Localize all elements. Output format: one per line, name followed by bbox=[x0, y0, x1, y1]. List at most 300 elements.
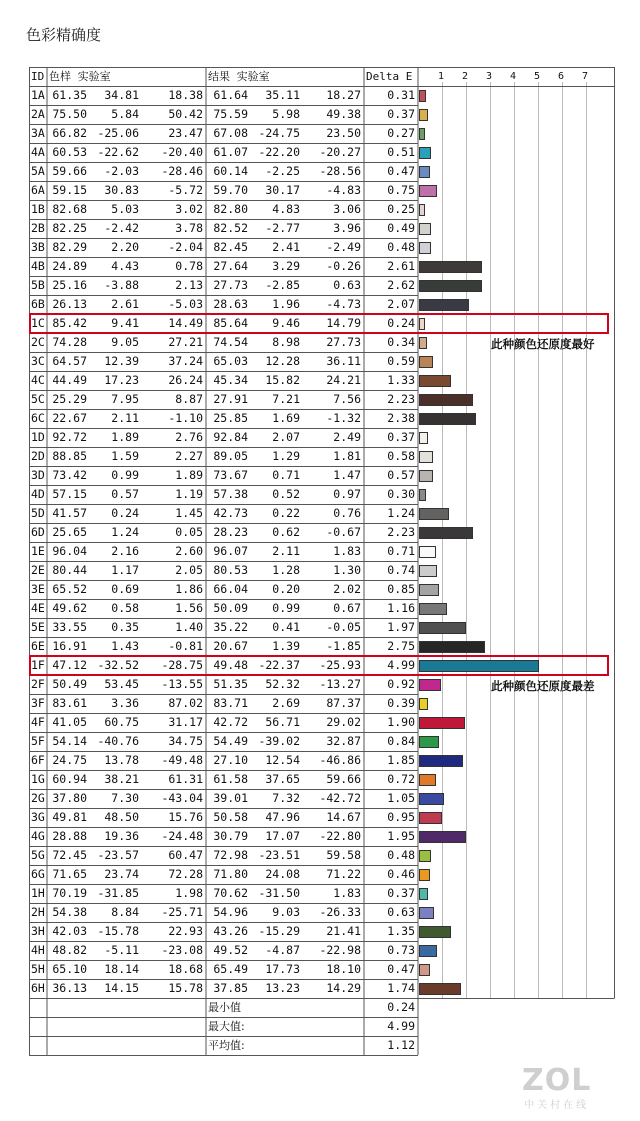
sample-l: 75.50 bbox=[52, 107, 87, 121]
delta-e-bar bbox=[419, 831, 466, 843]
result-l: 49.48 bbox=[213, 658, 248, 672]
patch-id: 1H bbox=[31, 886, 45, 900]
sample-a: -22.62 bbox=[97, 145, 139, 159]
result-a: 24.08 bbox=[265, 867, 300, 881]
delta-e-bar bbox=[419, 527, 473, 539]
result-b: -22.80 bbox=[319, 829, 361, 843]
patch-id: 4A bbox=[31, 145, 45, 159]
delta-e-bar bbox=[419, 451, 433, 463]
delta-e-value: 0.58 bbox=[387, 449, 415, 463]
delta-e-value: 0.31 bbox=[387, 88, 415, 102]
sample-b: 31.17 bbox=[168, 715, 203, 729]
table-row bbox=[29, 789, 615, 808]
result-a: 35.11 bbox=[265, 88, 300, 102]
delta-e-value: 0.27 bbox=[387, 126, 415, 140]
sample-l: 92.72 bbox=[52, 430, 87, 444]
delta-e-bar bbox=[419, 508, 449, 520]
sample-a: 2.20 bbox=[111, 240, 139, 254]
sample-a: 5.84 bbox=[111, 107, 139, 121]
patch-id: 3C bbox=[31, 354, 45, 368]
result-l: 49.52 bbox=[213, 943, 248, 957]
result-l: 96.07 bbox=[213, 544, 248, 558]
result-b: -13.27 bbox=[319, 677, 361, 691]
sample-b: 2.13 bbox=[175, 278, 203, 292]
result-l: 43.26 bbox=[213, 924, 248, 938]
delta-e-bar bbox=[419, 793, 444, 805]
result-b: -28.56 bbox=[319, 164, 361, 178]
patch-id: 1F bbox=[31, 658, 45, 672]
table-row bbox=[29, 409, 615, 428]
sample-a: -15.78 bbox=[97, 924, 139, 938]
result-a: -31.50 bbox=[258, 886, 300, 900]
delta-e-value: 0.63 bbox=[387, 905, 415, 919]
patch-id: 6B bbox=[31, 297, 45, 311]
delta-e-bar bbox=[419, 983, 461, 995]
delta-e-bar bbox=[419, 812, 442, 824]
sample-b: 27.21 bbox=[168, 335, 203, 349]
sample-b: 50.42 bbox=[168, 107, 203, 121]
result-a: 1.28 bbox=[272, 563, 300, 577]
delta-e-value: 1.05 bbox=[387, 791, 415, 805]
delta-e-value: 0.47 bbox=[387, 962, 415, 976]
delta-e-value: 2.07 bbox=[387, 297, 415, 311]
result-a: 1.69 bbox=[272, 411, 300, 425]
delta-e-value: 1.24 bbox=[387, 506, 415, 520]
sample-b: 1.86 bbox=[175, 582, 203, 596]
sample-l: 47.12 bbox=[52, 658, 87, 672]
delta-e-bar bbox=[419, 280, 482, 292]
result-a: 5.98 bbox=[272, 107, 300, 121]
header-delta-e: Delta E bbox=[366, 70, 413, 83]
delta-e-value: 0.30 bbox=[387, 487, 415, 501]
delta-e-value: 2.61 bbox=[387, 259, 415, 273]
sample-a: 7.30 bbox=[111, 791, 139, 805]
table-row bbox=[29, 637, 615, 656]
delta-e-bar bbox=[419, 223, 431, 235]
result-a: -2.77 bbox=[265, 221, 300, 235]
header-row bbox=[29, 67, 615, 86]
result-l: 61.64 bbox=[213, 88, 248, 102]
sample-a: 1.59 bbox=[111, 449, 139, 463]
sample-l: 54.38 bbox=[52, 905, 87, 919]
result-b: 87.37 bbox=[326, 696, 361, 710]
delta-e-value: 2.38 bbox=[387, 411, 415, 425]
sample-b: 22.93 bbox=[168, 924, 203, 938]
patch-id: 2C bbox=[31, 335, 45, 349]
result-b: -4.73 bbox=[326, 297, 361, 311]
table-row bbox=[29, 618, 615, 637]
patch-id: 5C bbox=[31, 392, 45, 406]
result-l: 65.49 bbox=[213, 962, 248, 976]
result-b: 0.63 bbox=[333, 278, 361, 292]
sample-b: 2.76 bbox=[175, 430, 203, 444]
sample-b: 1.98 bbox=[175, 886, 203, 900]
sample-b: -20.40 bbox=[161, 145, 203, 159]
sample-b: -43.04 bbox=[161, 791, 203, 805]
result-a: 56.71 bbox=[265, 715, 300, 729]
result-l: 42.72 bbox=[213, 715, 248, 729]
result-b: 21.41 bbox=[326, 924, 361, 938]
result-a: 37.65 bbox=[265, 772, 300, 786]
sample-a: 3.36 bbox=[111, 696, 139, 710]
result-a: 9.46 bbox=[272, 316, 300, 330]
patch-id: 6F bbox=[31, 753, 45, 767]
patch-id: 4D bbox=[31, 487, 45, 501]
result-l: 74.54 bbox=[213, 335, 248, 349]
result-a: -23.51 bbox=[258, 848, 300, 862]
patch-id: 4F bbox=[31, 715, 45, 729]
axis-tick-label: 4 bbox=[510, 71, 517, 82]
result-l: 85.64 bbox=[213, 316, 248, 330]
patch-id: 5F bbox=[31, 734, 45, 748]
sample-b: -28.46 bbox=[161, 164, 203, 178]
axis-tick-label: 3 bbox=[486, 71, 493, 82]
result-b: 59.58 bbox=[326, 848, 361, 862]
delta-e-value: 0.25 bbox=[387, 202, 415, 216]
table-row bbox=[29, 219, 615, 238]
result-a: -24.75 bbox=[258, 126, 300, 140]
result-a: -22.20 bbox=[258, 145, 300, 159]
summary-row bbox=[29, 1017, 615, 1036]
patch-id: 4C bbox=[31, 373, 45, 387]
delta-e-value: 2.62 bbox=[387, 278, 415, 292]
sample-l: 25.65 bbox=[52, 525, 87, 539]
axis-tick-label: 1 bbox=[438, 71, 445, 82]
sample-l: 59.66 bbox=[52, 164, 87, 178]
result-a: 1.29 bbox=[272, 449, 300, 463]
sample-l: 83.61 bbox=[52, 696, 87, 710]
sample-l: 59.15 bbox=[52, 183, 87, 197]
result-a: 15.82 bbox=[265, 373, 300, 387]
patch-id: 2B bbox=[31, 221, 45, 235]
result-b: -25.93 bbox=[319, 658, 361, 672]
sample-l: 82.68 bbox=[52, 202, 87, 216]
sample-l: 70.19 bbox=[52, 886, 87, 900]
patch-id: 1E bbox=[31, 544, 45, 558]
sample-l: 41.05 bbox=[52, 715, 87, 729]
patch-id: 1C bbox=[31, 316, 45, 330]
table-row bbox=[29, 865, 615, 884]
sample-l: 24.89 bbox=[52, 259, 87, 273]
delta-e-bar bbox=[419, 717, 465, 729]
sample-a: 48.50 bbox=[104, 810, 139, 824]
result-b: 1.83 bbox=[333, 886, 361, 900]
delta-e-value: 0.51 bbox=[387, 145, 415, 159]
result-b: -46.86 bbox=[319, 753, 361, 767]
delta-e-bar bbox=[419, 850, 431, 862]
result-a: -2.85 bbox=[265, 278, 300, 292]
table-row bbox=[29, 181, 615, 200]
result-a: 12.28 bbox=[265, 354, 300, 368]
delta-e-value: 1.97 bbox=[387, 620, 415, 634]
sample-b: 0.05 bbox=[175, 525, 203, 539]
sample-a: 5.03 bbox=[111, 202, 139, 216]
result-l: 50.09 bbox=[213, 601, 248, 615]
sample-l: 65.52 bbox=[52, 582, 87, 596]
table-row bbox=[29, 238, 615, 257]
patch-id: 1G bbox=[31, 772, 45, 786]
result-a: 9.03 bbox=[272, 905, 300, 919]
table-row bbox=[29, 884, 615, 903]
result-b: 2.02 bbox=[333, 582, 361, 596]
result-b: 1.81 bbox=[333, 449, 361, 463]
sample-a: 1.17 bbox=[111, 563, 139, 577]
sample-a: -32.52 bbox=[97, 658, 139, 672]
highlight-note: 此种颜色还原度最好 bbox=[491, 337, 595, 351]
sample-b: 8.87 bbox=[175, 392, 203, 406]
sample-b: 26.24 bbox=[168, 373, 203, 387]
sample-l: 88.85 bbox=[52, 449, 87, 463]
sample-l: 49.62 bbox=[52, 601, 87, 615]
table-row bbox=[29, 979, 615, 998]
sample-l: 61.35 bbox=[52, 88, 87, 102]
table-row bbox=[29, 827, 615, 846]
sample-b: 2.27 bbox=[175, 449, 203, 463]
result-l: 65.03 bbox=[213, 354, 248, 368]
result-a: 52.32 bbox=[265, 677, 300, 691]
delta-e-bar bbox=[419, 698, 428, 710]
delta-e-bar bbox=[419, 356, 433, 368]
result-l: 89.05 bbox=[213, 449, 248, 463]
result-l: 59.70 bbox=[213, 183, 248, 197]
sample-l: 25.16 bbox=[52, 278, 87, 292]
delta-e-value: 0.92 bbox=[387, 677, 415, 691]
sample-b: -5.72 bbox=[168, 183, 203, 197]
delta-e-bar bbox=[419, 166, 430, 178]
result-b: -1.32 bbox=[326, 411, 361, 425]
result-b: 23.50 bbox=[326, 126, 361, 140]
result-b: -22.98 bbox=[319, 943, 361, 957]
table-row bbox=[29, 846, 615, 865]
table-row bbox=[29, 200, 615, 219]
delta-e-value: 1.33 bbox=[387, 373, 415, 387]
sample-a: 14.15 bbox=[104, 981, 139, 995]
sample-l: 37.80 bbox=[52, 791, 87, 805]
patch-id: 4G bbox=[31, 829, 45, 843]
delta-e-value: 1.16 bbox=[387, 601, 415, 615]
result-l: 28.23 bbox=[213, 525, 248, 539]
sample-b: -0.81 bbox=[168, 639, 203, 653]
result-l: 35.22 bbox=[213, 620, 248, 634]
sample-a: 2.11 bbox=[111, 411, 139, 425]
table-row bbox=[29, 941, 615, 960]
sample-b: 1.45 bbox=[175, 506, 203, 520]
result-a: 47.96 bbox=[265, 810, 300, 824]
sample-a: 2.61 bbox=[111, 297, 139, 311]
result-l: 73.67 bbox=[213, 468, 248, 482]
result-a: 2.69 bbox=[272, 696, 300, 710]
patch-id: 5B bbox=[31, 278, 45, 292]
result-l: 42.73 bbox=[213, 506, 248, 520]
result-b: 32.87 bbox=[326, 734, 361, 748]
delta-e-value: 1.35 bbox=[387, 924, 415, 938]
patch-id: 4B bbox=[31, 259, 45, 273]
result-a: 17.07 bbox=[265, 829, 300, 843]
delta-e-bar bbox=[419, 299, 469, 311]
axis-tick-label: 2 bbox=[462, 71, 469, 82]
result-a: 30.17 bbox=[265, 183, 300, 197]
sample-a: 1.89 bbox=[111, 430, 139, 444]
sample-a: -2.42 bbox=[104, 221, 139, 235]
result-l: 27.10 bbox=[213, 753, 248, 767]
sample-l: 24.75 bbox=[52, 753, 87, 767]
patch-id: 5G bbox=[31, 848, 45, 862]
table-row bbox=[29, 732, 615, 751]
sample-a: 9.05 bbox=[111, 335, 139, 349]
delta-e-bar bbox=[419, 337, 427, 349]
sample-b: 18.38 bbox=[168, 88, 203, 102]
summary-label: 平均值: bbox=[208, 1039, 245, 1052]
patch-id: 6D bbox=[31, 525, 45, 539]
axis-tick-label: 7 bbox=[582, 71, 589, 82]
sample-a: 0.58 bbox=[111, 601, 139, 615]
sample-b: 1.19 bbox=[175, 487, 203, 501]
sample-a: 38.21 bbox=[104, 772, 139, 786]
sample-b: -23.08 bbox=[161, 943, 203, 957]
table-row bbox=[29, 542, 615, 561]
table-row bbox=[29, 124, 615, 143]
table-row bbox=[29, 694, 615, 713]
sample-l: 60.53 bbox=[52, 145, 87, 159]
result-l: 80.53 bbox=[213, 563, 248, 577]
sample-b: 61.31 bbox=[168, 772, 203, 786]
result-a: 0.71 bbox=[272, 468, 300, 482]
result-l: 20.67 bbox=[213, 639, 248, 653]
table-row bbox=[29, 466, 615, 485]
delta-e-bar bbox=[419, 546, 436, 558]
result-a: -4.87 bbox=[265, 943, 300, 957]
delta-e-bar bbox=[419, 888, 428, 900]
result-b: -0.26 bbox=[326, 259, 361, 273]
sample-b: 14.49 bbox=[168, 316, 203, 330]
patch-id: 5A bbox=[31, 164, 45, 178]
sample-l: 73.42 bbox=[52, 468, 87, 482]
sample-l: 71.65 bbox=[52, 867, 87, 881]
sample-a: 18.14 bbox=[104, 962, 139, 976]
sample-b: -2.04 bbox=[168, 240, 203, 254]
result-b: 18.10 bbox=[326, 962, 361, 976]
patch-id: 2G bbox=[31, 791, 45, 805]
patch-id: 6H bbox=[31, 981, 45, 995]
delta-e-value: 1.85 bbox=[387, 753, 415, 767]
sample-a: 2.16 bbox=[111, 544, 139, 558]
result-l: 61.07 bbox=[213, 145, 248, 159]
table-row bbox=[29, 105, 615, 124]
result-b: 3.96 bbox=[333, 221, 361, 235]
sample-a: -31.85 bbox=[97, 886, 139, 900]
table-row bbox=[29, 143, 615, 162]
result-b: 1.47 bbox=[333, 468, 361, 482]
delta-e-value: 1.90 bbox=[387, 715, 415, 729]
delta-e-bar bbox=[419, 109, 428, 121]
sample-l: 49.81 bbox=[52, 810, 87, 824]
result-a: 3.29 bbox=[272, 259, 300, 273]
delta-e-value: 2.75 bbox=[387, 639, 415, 653]
highlight-box-1c bbox=[29, 313, 609, 334]
patch-id: 3A bbox=[31, 126, 45, 140]
sample-b: 15.76 bbox=[168, 810, 203, 824]
patch-id: 3F bbox=[31, 696, 45, 710]
result-b: 14.29 bbox=[326, 981, 361, 995]
table-row bbox=[29, 713, 615, 732]
result-a: 4.83 bbox=[272, 202, 300, 216]
table-row bbox=[29, 580, 615, 599]
sample-b: 1.40 bbox=[175, 620, 203, 634]
result-a: 2.11 bbox=[272, 544, 300, 558]
zol-watermark bbox=[522, 1063, 592, 1111]
delta-e-value: 0.72 bbox=[387, 772, 415, 786]
sample-b: 15.78 bbox=[168, 981, 203, 995]
result-a: 0.41 bbox=[272, 620, 300, 634]
sample-b: 2.60 bbox=[175, 544, 203, 558]
delta-e-value: 1.74 bbox=[387, 981, 415, 995]
sample-a: 1.43 bbox=[111, 639, 139, 653]
sample-a: -3.88 bbox=[104, 278, 139, 292]
sample-b: 34.75 bbox=[168, 734, 203, 748]
sample-a: 23.74 bbox=[104, 867, 139, 881]
sample-l: 42.03 bbox=[52, 924, 87, 938]
result-b: -1.85 bbox=[326, 639, 361, 653]
delta-e-value: 0.47 bbox=[387, 164, 415, 178]
delta-e-value: 0.73 bbox=[387, 943, 415, 957]
sample-a: 19.36 bbox=[104, 829, 139, 843]
sample-b: 3.02 bbox=[175, 202, 203, 216]
delta-e-bar bbox=[419, 375, 451, 387]
patch-id: 2D bbox=[31, 449, 45, 463]
result-a: -15.29 bbox=[258, 924, 300, 938]
result-b: 1.30 bbox=[333, 563, 361, 577]
result-b: 49.38 bbox=[326, 107, 361, 121]
result-l: 54.49 bbox=[213, 734, 248, 748]
watermark-text: 中关村在线 bbox=[524, 1100, 590, 1111]
delta-e-bar bbox=[419, 603, 447, 615]
result-b: 24.21 bbox=[326, 373, 361, 387]
patch-id: 1A bbox=[31, 88, 45, 102]
result-a: -22.37 bbox=[258, 658, 300, 672]
result-b: 2.49 bbox=[333, 430, 361, 444]
sample-a: -23.57 bbox=[97, 848, 139, 862]
delta-e-bar bbox=[419, 755, 463, 767]
result-l: 51.35 bbox=[213, 677, 248, 691]
result-l: 50.58 bbox=[213, 810, 248, 824]
sample-l: 28.88 bbox=[52, 829, 87, 843]
table-row bbox=[29, 523, 615, 542]
result-a: -39.02 bbox=[258, 734, 300, 748]
result-l: 45.34 bbox=[213, 373, 248, 387]
table-row bbox=[29, 808, 615, 827]
sample-l: 16.91 bbox=[52, 639, 87, 653]
table-row bbox=[29, 86, 615, 105]
sample-l: 72.45 bbox=[52, 848, 87, 862]
sample-b: -5.03 bbox=[168, 297, 203, 311]
summary-row bbox=[29, 1036, 615, 1055]
table-row bbox=[29, 751, 615, 770]
sample-b: 87.02 bbox=[168, 696, 203, 710]
result-a: 0.62 bbox=[272, 525, 300, 539]
delta-e-value: 0.24 bbox=[387, 316, 415, 330]
sample-a: 0.35 bbox=[111, 620, 139, 634]
delta-e-bar bbox=[419, 394, 473, 406]
result-b: 59.66 bbox=[326, 772, 361, 786]
delta-e-value: 0.37 bbox=[387, 107, 415, 121]
patch-id: 6E bbox=[31, 639, 45, 653]
result-l: 67.08 bbox=[213, 126, 248, 140]
result-b: -0.05 bbox=[326, 620, 361, 634]
patch-id: 5H bbox=[31, 962, 45, 976]
summary-label: 最大值: bbox=[208, 1020, 245, 1033]
sample-l: 74.28 bbox=[52, 335, 87, 349]
sample-a: 1.24 bbox=[111, 525, 139, 539]
